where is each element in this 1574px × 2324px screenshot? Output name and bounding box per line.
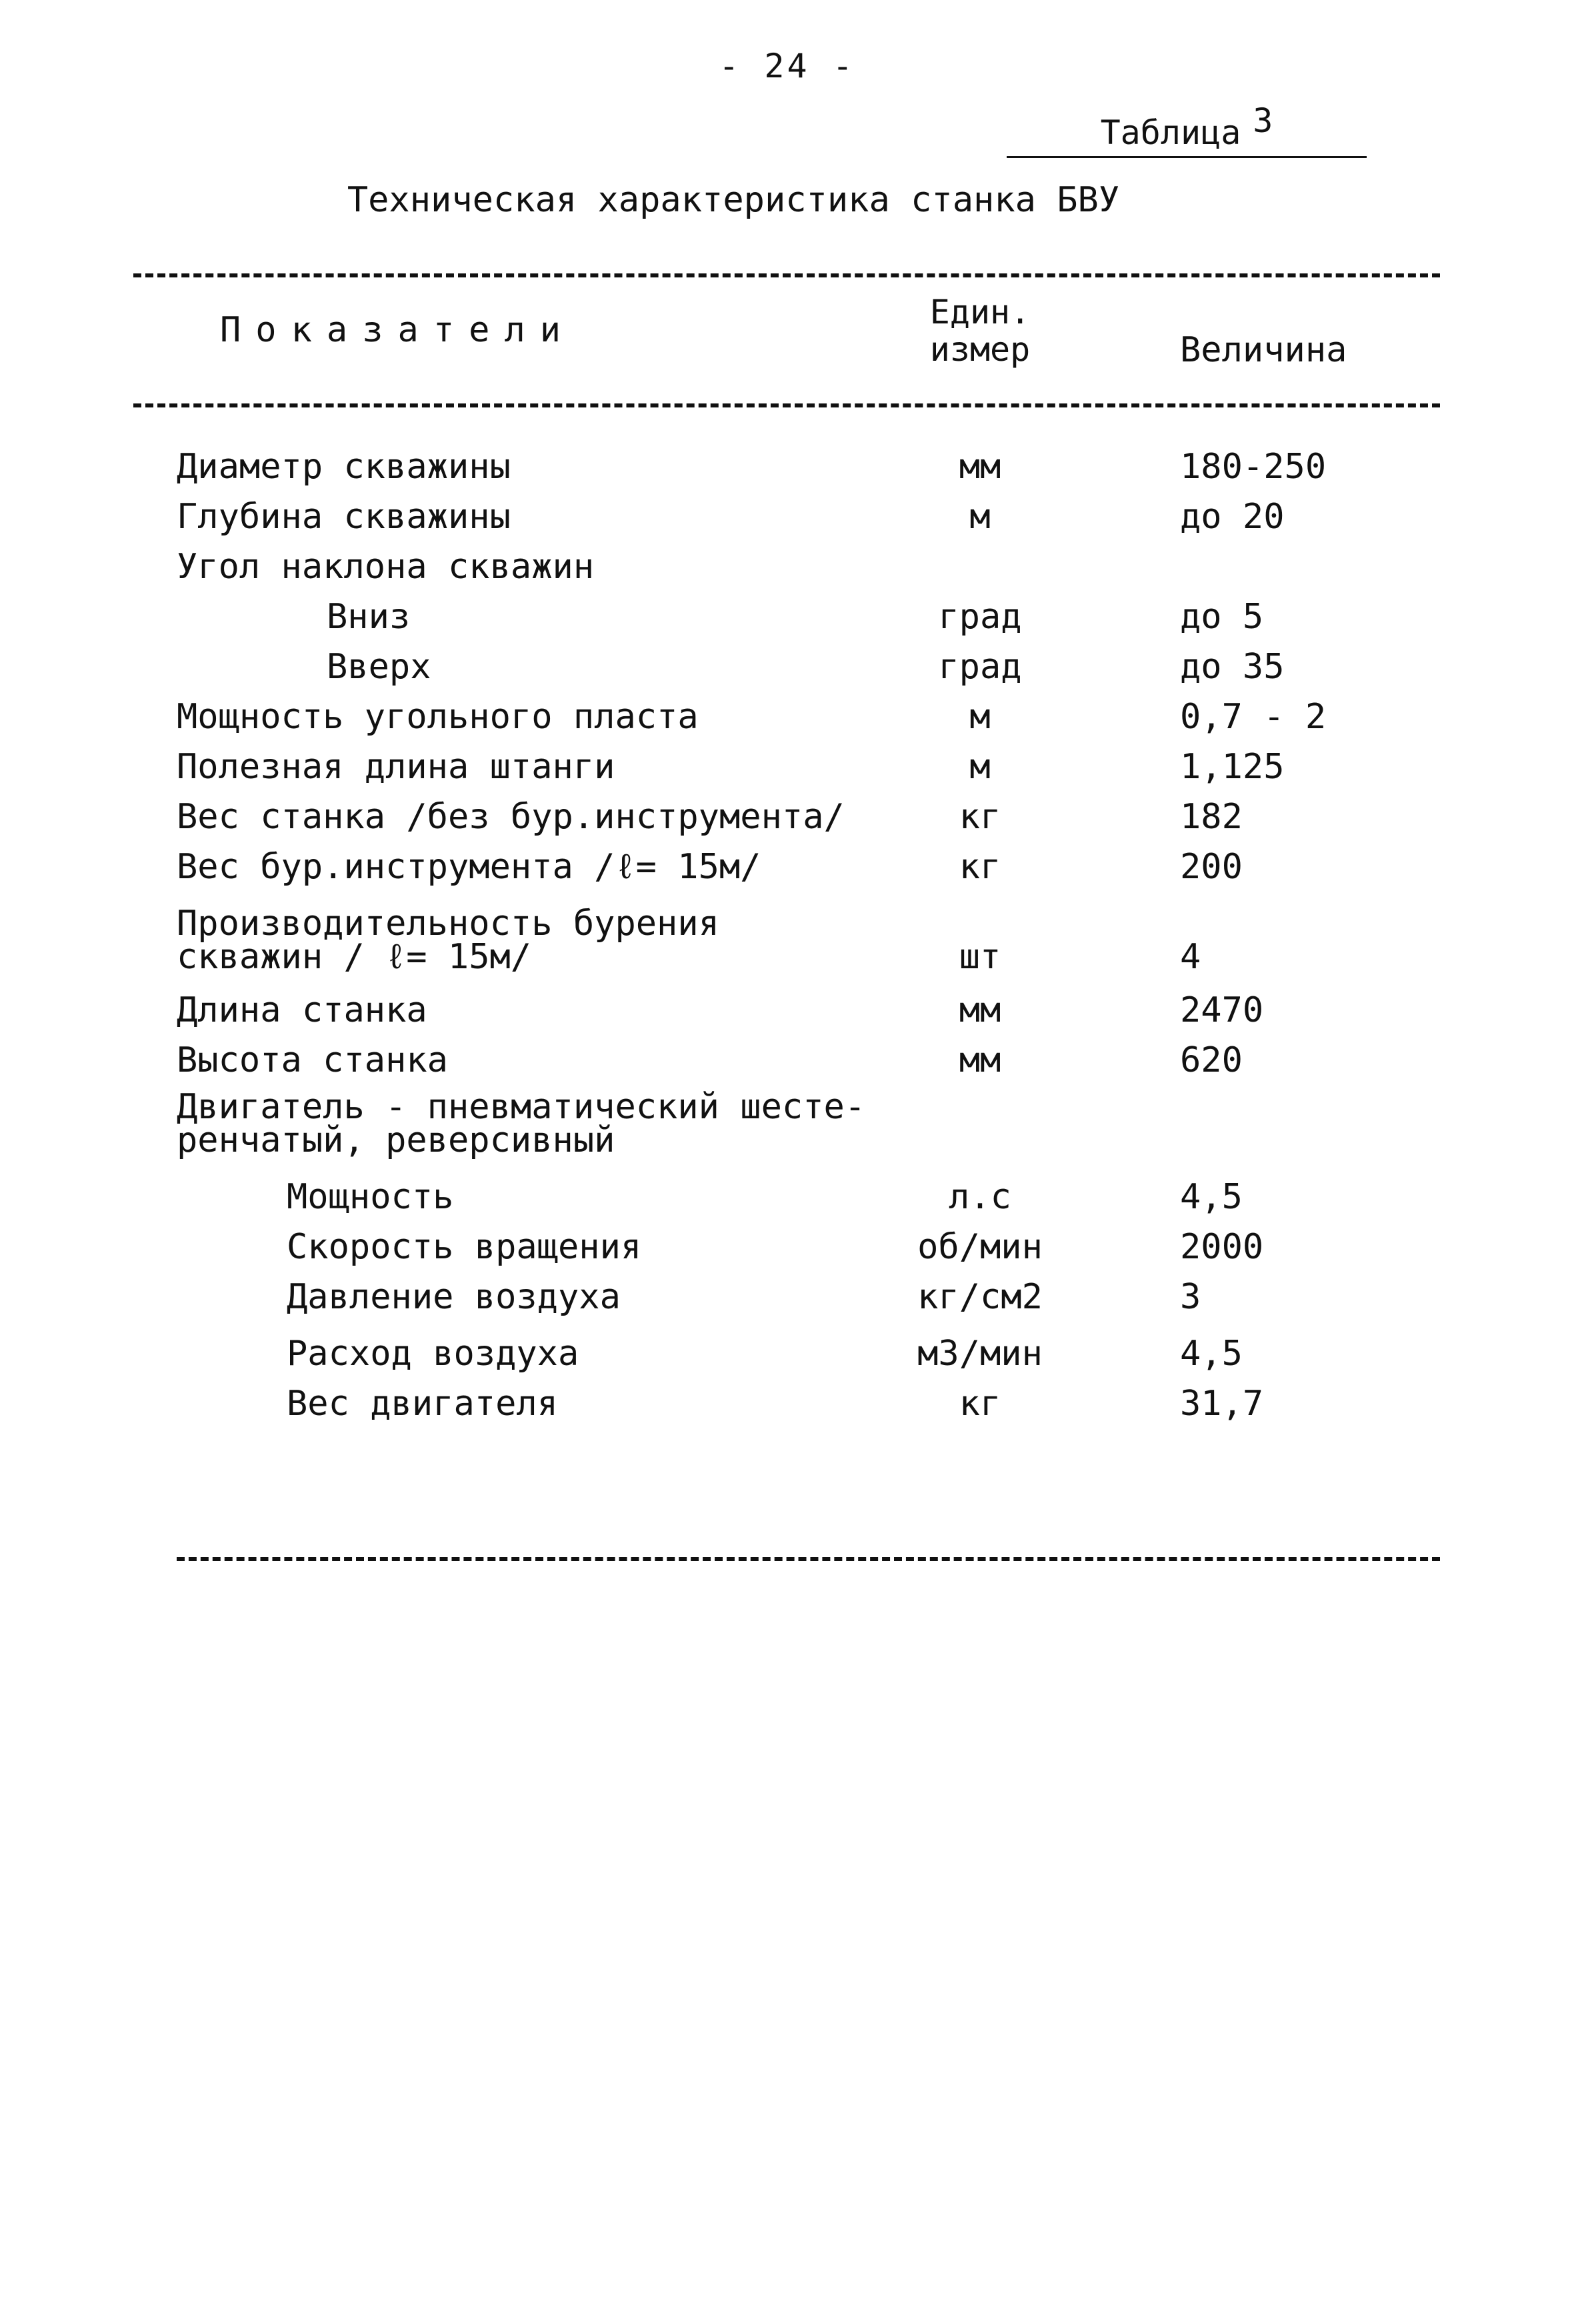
row-unit: мм (959, 1040, 1001, 1080)
row-unit: м (969, 497, 991, 537)
row-name: Диаметр скважины (177, 447, 511, 487)
row-value: 4,5 (1180, 1334, 1243, 1374)
row-name: Двигатель - пневматический шесте- ренчатый, реверсивный (177, 1087, 866, 1160)
header-unit-text: Един. измер (929, 293, 1031, 369)
row-name: Мощность угольного пласта (177, 697, 699, 737)
header-unit (900, 293, 1060, 368)
row-name: Длина станка (177, 990, 427, 1030)
row-name: Вес бур.инструмента /ℓ= 15м/ (177, 847, 761, 887)
row-value: до 20 (1180, 497, 1285, 537)
table-top-rule (133, 273, 1440, 277)
row-value: 0,7 - 2 (1180, 697, 1327, 737)
row-value: 4,5 (1180, 1177, 1243, 1217)
row-value: 4 (1180, 937, 1201, 977)
table-number: 3 (1253, 101, 1273, 140)
header-value: Величина (1180, 330, 1347, 370)
row-unit: кг (959, 797, 1001, 837)
row-unit: кг/см2 (917, 1277, 1043, 1317)
header-rule (133, 403, 1440, 407)
row-name: Производительность бурения скважин / ℓ= 15м/ (177, 904, 719, 977)
row-unit: кг (959, 1384, 1001, 1424)
row-name: Вниз (327, 597, 411, 637)
row-unit: мм (959, 447, 1001, 487)
row-value: 1,125 (1180, 747, 1285, 787)
row-value: 2000 (1180, 1227, 1264, 1267)
row-name: Скорость вращения (287, 1227, 642, 1267)
row-name: Вверх (327, 647, 431, 687)
row-unit: кг (959, 847, 1001, 887)
row-unit: шт (959, 937, 1001, 977)
row-value: 200 (1180, 847, 1243, 887)
row-name: Полезная длина штанги (177, 747, 615, 787)
row-unit: м (969, 697, 991, 737)
row-unit: л.с (949, 1177, 1011, 1217)
row-name: Глубина скважины (177, 497, 511, 537)
page-number: - 24 - (719, 47, 855, 85)
row-name: Давление воздуха (287, 1277, 621, 1317)
table-label-text: Таблица (1100, 113, 1241, 152)
row-unit: об/мин (917, 1227, 1043, 1267)
row-name: Мощность (287, 1177, 454, 1217)
row-value: 31,7 (1180, 1384, 1264, 1424)
row-unit: м3/мин (917, 1334, 1043, 1374)
row-unit: м (969, 747, 991, 787)
row-value: 3 (1180, 1277, 1201, 1317)
row-name: Угол наклона скважин (177, 547, 595, 587)
row-value: до 35 (1180, 647, 1285, 687)
table-bottom-rule (177, 1557, 1440, 1561)
table-label (1007, 101, 1367, 158)
row-value: до 5 (1180, 597, 1264, 637)
row-unit: град (938, 647, 1022, 687)
row-value: 620 (1180, 1040, 1243, 1080)
table-title: Техническая характеристика станка БВУ (347, 180, 1120, 220)
row-value: 2470 (1180, 990, 1264, 1030)
row-value: 182 (1180, 797, 1243, 837)
row-name: Вес станка /без бур.инструмента/ (177, 797, 845, 837)
row-name: Вес двигателя (287, 1384, 558, 1424)
row-name: Высота станка (177, 1040, 448, 1080)
row-unit: мм (959, 990, 1001, 1030)
header-indicators: Показатели (220, 310, 576, 350)
row-unit: град (938, 597, 1022, 637)
row-value: 180-250 (1180, 447, 1327, 487)
row-name: Расход воздуха (287, 1334, 579, 1374)
